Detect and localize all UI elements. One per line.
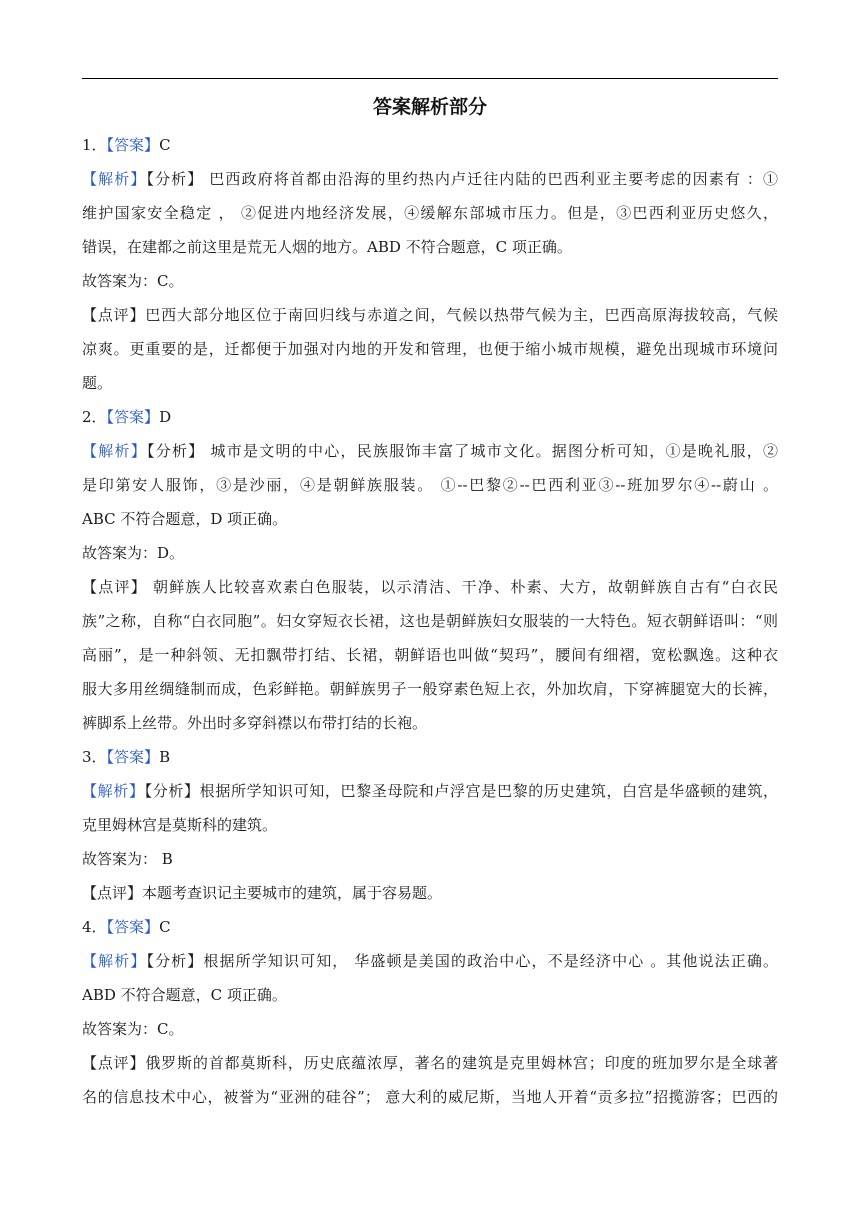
line-text: 【分析】根据所学知识可知， 华盛顿是美国的政治中心，不是经济中心 。其他说法正确。 [146, 952, 778, 970]
text-line [82, 876, 778, 910]
line-text: 故答案为：D。 [82, 544, 185, 562]
text-line [82, 944, 778, 978]
line-text: C [159, 136, 171, 154]
text-line [82, 1046, 778, 1080]
answer-content [82, 128, 778, 1114]
text-line [82, 672, 778, 706]
line-text: 服大多用丝绸缝制而成，色彩鲜艳。朝鲜族男子一般穿素色短上衣，外加坎肩，下穿裤腿宽大的长裤， [82, 680, 778, 698]
line-text: 【分析】根据所学知识可知，巴黎圣母院和卢浮宫是巴黎的历史建筑，白宫是华盛顿的建筑， [144, 782, 778, 800]
line-text: 4． [82, 918, 107, 936]
text-line [82, 638, 778, 672]
line-text: 【点评】俄罗斯的首都莫斯科，历史底蕴浓厚，著名的建筑是克里姆林宫；印度的班加罗尔是全球著 [82, 1054, 778, 1072]
text-line [82, 332, 778, 366]
text-line [82, 162, 778, 196]
text-line [82, 400, 778, 434]
header-rule [82, 78, 778, 79]
label-tag: 【解析】 [82, 952, 147, 970]
line-text: 凉爽。更重要的是，迁都便于加强对内地的开发和管理，也便于缩小城市规模，避免出现城市环境问 [82, 340, 778, 358]
text-line [82, 264, 778, 298]
text-line [82, 570, 778, 604]
line-text: 【点评】巴西大部分地区位于南回归线与赤道之间，气候以热带气候为主，巴西高原海拔较高，气候 [82, 306, 778, 324]
text-line [82, 230, 778, 264]
line-text: 名的信息技术中心，被誉为“亚洲的硅谷”； 意大利的威尼斯，当地人开着“贡多拉”招揽游客；巴西的 [82, 1088, 778, 1106]
label-tag: 【解析】 [82, 442, 147, 460]
line-text: 维护国家安全稳定 ， ②促进内地经济发展，④缓解东部城市压力。但是，③巴西利亚历史悠久， [82, 204, 778, 222]
line-text: 【分析】 城市是文明的中心，民族服饰丰富了城市文化。据图分析可知，①是晚礼服，② [147, 442, 778, 460]
line-text: 高丽”，是一种斜领、无扣飘带打结、长裙，朝鲜语也叫做“契玛”，腰间有细褶，宽松飘逸。这种衣 [82, 646, 778, 664]
label-tag: 【答案】 [106, 408, 160, 426]
text-line [82, 740, 778, 774]
label-tag: 【答案】 [106, 748, 160, 766]
text-line [82, 298, 778, 332]
line-text: 3． [82, 748, 107, 766]
text-line [82, 536, 778, 570]
label-tag: 【答案】 [106, 136, 160, 154]
page-title: 答案解析部分 [372, 96, 487, 118]
text-line [82, 468, 778, 502]
line-text: 2． [82, 408, 107, 426]
text-line [82, 774, 778, 808]
text-line [82, 910, 778, 944]
line-text: 族”之称，自称“白衣同胞”。妇女穿短衣长裙，这也是朝鲜族妇女服装的一大特色。短衣朝鲜语叫：“则 [82, 612, 778, 630]
text-line [82, 808, 778, 842]
line-text: 克里姆林宫是莫斯科的建筑。 [82, 816, 278, 834]
line-text: 故答案为：C。 [82, 1020, 184, 1038]
text-line [82, 1080, 778, 1114]
line-text: 裤脚系上丝带。外出时多穿斜襟以布带打结的长袍。 [82, 714, 428, 732]
text-line [82, 978, 778, 1012]
line-text: 是印第安人服饰，③是沙丽，④是朝鲜族服装。 ①--巴黎②--巴西利亚③--班加罗尔④--蔚山 。 [82, 476, 778, 494]
line-text: 故答案为： B [82, 850, 173, 868]
text-line [82, 366, 778, 400]
text-line [82, 842, 778, 876]
text-line [82, 196, 778, 230]
text-line [82, 128, 778, 162]
label-tag: 【解析】 [82, 782, 145, 800]
line-text: ABD 不符合题意，C 项正确。 [82, 986, 287, 1004]
line-text: 【点评】 朝鲜族人比较喜欢素白色服装，以示清洁、干净、朴素、大方，故朝鲜族自古有“白衣民 [82, 578, 778, 596]
label-tag: 【解析】 [82, 170, 147, 188]
line-text: 错误，在建都之前这里是荒无人烟的地方。ABD 不符合题意，C 项正确。 [82, 238, 572, 256]
label-tag: 【答案】 [106, 918, 160, 936]
line-text: B [159, 748, 171, 766]
line-text: 题。 [82, 374, 113, 392]
line-text: ABC 不符合题意，D 项正确。 [82, 510, 288, 528]
line-text: 故答案为：C。 [82, 272, 184, 290]
text-line [82, 1012, 778, 1046]
line-text: 【点评】本题考查识记主要城市的建筑，属于容易题。 [82, 884, 443, 902]
line-text: 【分析】 巴西政府将首都由沿海的里约热内卢迁往内陆的巴西利亚主要考虑的因素有 ：① [146, 170, 778, 188]
line-text: 1． [82, 136, 107, 154]
line-text: D [159, 408, 172, 426]
text-line [82, 706, 778, 740]
text-line [82, 604, 778, 638]
text-line [82, 502, 778, 536]
line-text: C [159, 918, 171, 936]
text-line [82, 434, 778, 468]
